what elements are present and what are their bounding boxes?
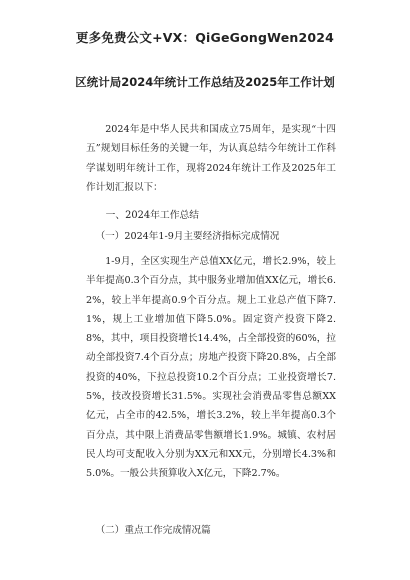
section-heading-summary: 一、2024年工作总结: [105, 210, 200, 221]
subsection-heading-key-work: （二）重点工作完成情况篇: [95, 525, 211, 536]
subsection-heading-indicators: （一）2024年1-9月主要经济指标完成情况: [95, 231, 280, 242]
intro-paragraph: 2024年是中华人民共和国成立75周年，是实现“十四五”规划目标任务的关键一年，为认真总结今年统计工作科学谋划明年统计工作，现将2024年统计工作及2025年工作计划汇报以下：: [86, 124, 336, 193]
watermark-header: 更多免费公文+VX：QiGeGongWen2024: [75, 30, 335, 45]
document-title: 区统计局2024年统计工作总结及2025年工作计划: [75, 75, 335, 89]
economy-paragraph: 1-9月，全区实现生产总值XX亿元，增长2.9%，较上半年提高0.3个百分点，其中服务业增加值XX亿元，增长6.2%，较上半年提高0.9个百分点。规上工业总产值下降7.1%，规上工业增加值下降5.0%。固定资产投资下降2.8%，其中，项目投资增长14.4%，占全部投资的60%，拉动全部投资7.4个百分点；房地产投资下降20.8%，占全部投资的40%，下拉总投资10.2个百分点；工业投资增长7.5%，技改投资增长31.5%。实现社会消费品零售总额XX亿元，占全市的42.5%，增长3.2%，较上半年提高0.3个百分点，其中限上消费品零售额增长1.9%。城镇、农村居民人均可支配收入分别为XX元和XX元，分别增长4.3%和5.0%。一般公共预算收入X亿元，下降2.7%。: [86, 256, 336, 480]
